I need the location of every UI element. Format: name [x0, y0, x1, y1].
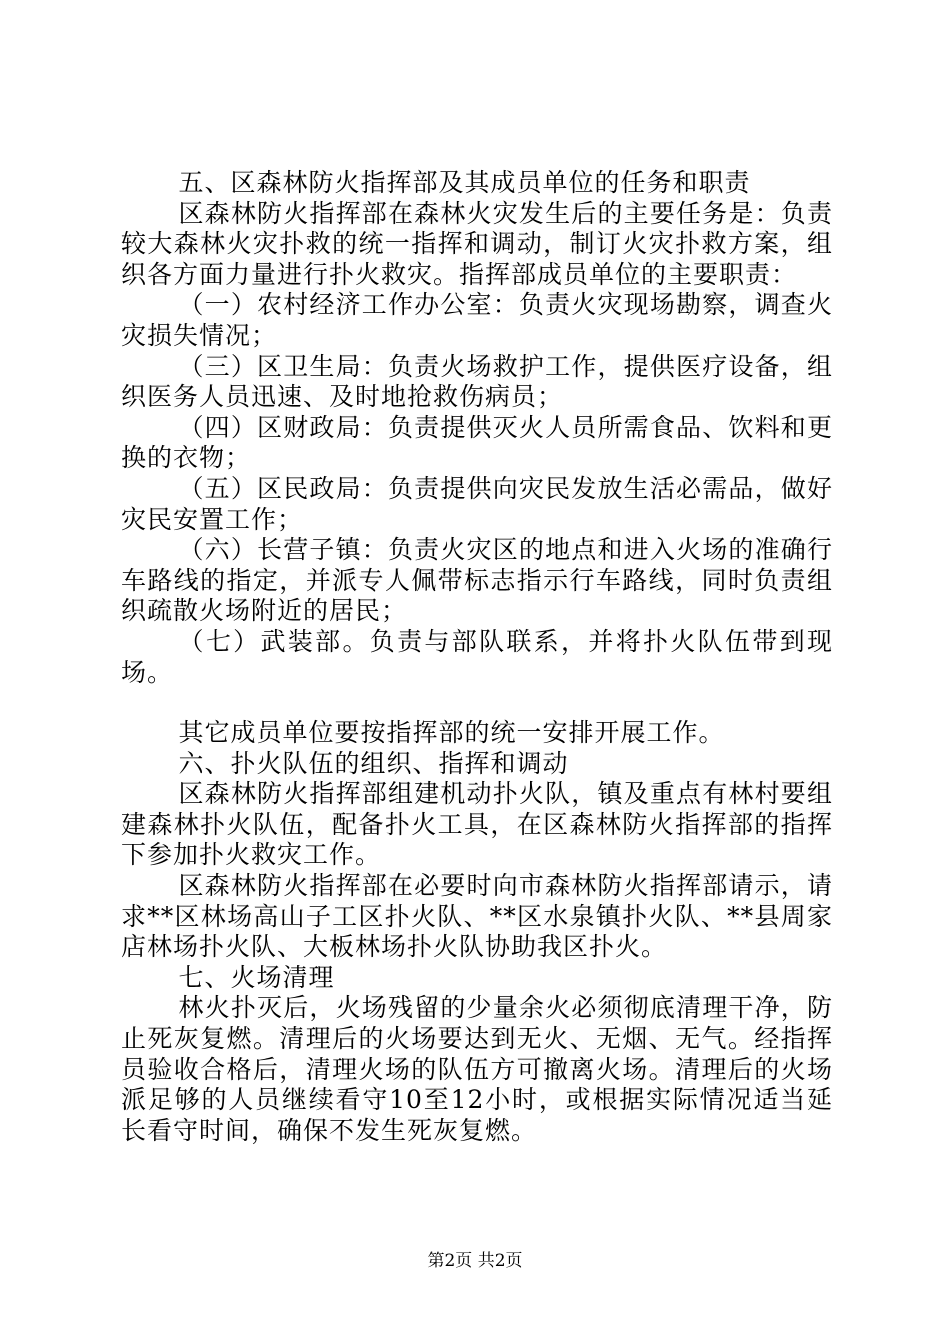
paragraph-other-units: 其它成员单位要按指挥部的统一安排开展工作。 — [178, 718, 725, 748]
paragraph-site-cleanup: 林火扑灭后，火场残留的少量余火必须彻底清理干净，防止死灰复燃。清理后的火场要达到无火、无烟、无气。经指挥员验收合格后，清理火场的队伍方可撤离火场。清理后的火场派足够的人员继续看守10至12小时，或根据实际情况适当延长看守时间，确保不发生死灰复燃。 — [121, 993, 833, 1145]
paragraph-duty-4: （四）区财政局：负责提供灭火人员所需食品、饮料和更换的衣物； — [121, 412, 833, 473]
paragraph-duty-3: （三）区卫生局：负责火场救护工作，提供医疗设备，组织医务人员迅速、及时地抢救伤病员； — [121, 351, 833, 412]
paragraph-team-formation: 区森林防火指挥部组建机动扑火队，镇及重点有林村要组建森林扑火队伍，配备扑火工具，在区森林防火指挥部的指挥下参加扑火救灾工作。 — [121, 779, 833, 870]
section-heading-7: 七、火场清理 — [178, 962, 335, 992]
section-heading-6: 六、扑火队伍的组织、指挥和调动 — [178, 748, 569, 778]
section-heading-5: 五、区森林防火指挥部及其成员单位的任务和职责 — [178, 168, 751, 197]
paragraph-duty-1: （一）农村经济工作办公室：负责火灾现场勘察，调查火灾损失情况； — [121, 290, 833, 350]
paragraph-request-support: 区森林防火指挥部在必要时向市森林防火指挥部请示，请求**区林场高山子工区扑火队、**区水泉镇扑火队、**县周家店林场扑火队、大板林场扑火队协助我区扑火。 — [121, 871, 833, 962]
paragraph-main-tasks: 区森林防火指挥部在森林火灾发生后的主要任务是：负责较大森林火灾扑救的统一指挥和调动，制订火灾扑救方案，组织各方面力量进行扑火救灾。指挥部成员单位的主要职责： — [121, 198, 833, 289]
blank-line — [121, 688, 833, 718]
paragraph-duty-5: （五）区民政局：负责提供向灾民发放生活必需品，做好灾民安置工作； — [121, 473, 833, 534]
paragraph-duty-6: （六）长营子镇：负责火灾区的地点和进入火场的准确行车路线的指定，并派专人佩带标志指示行车路线，同时负责组织疏散火场附近的居民； — [121, 535, 833, 626]
page-footer: 第2页 共2页 — [427, 1251, 523, 1271]
document-body — [121, 168, 833, 1146]
paragraph-duty-7: （七）武装部。负责与部队联系，并将扑火队伍带到现场。 — [121, 626, 833, 687]
